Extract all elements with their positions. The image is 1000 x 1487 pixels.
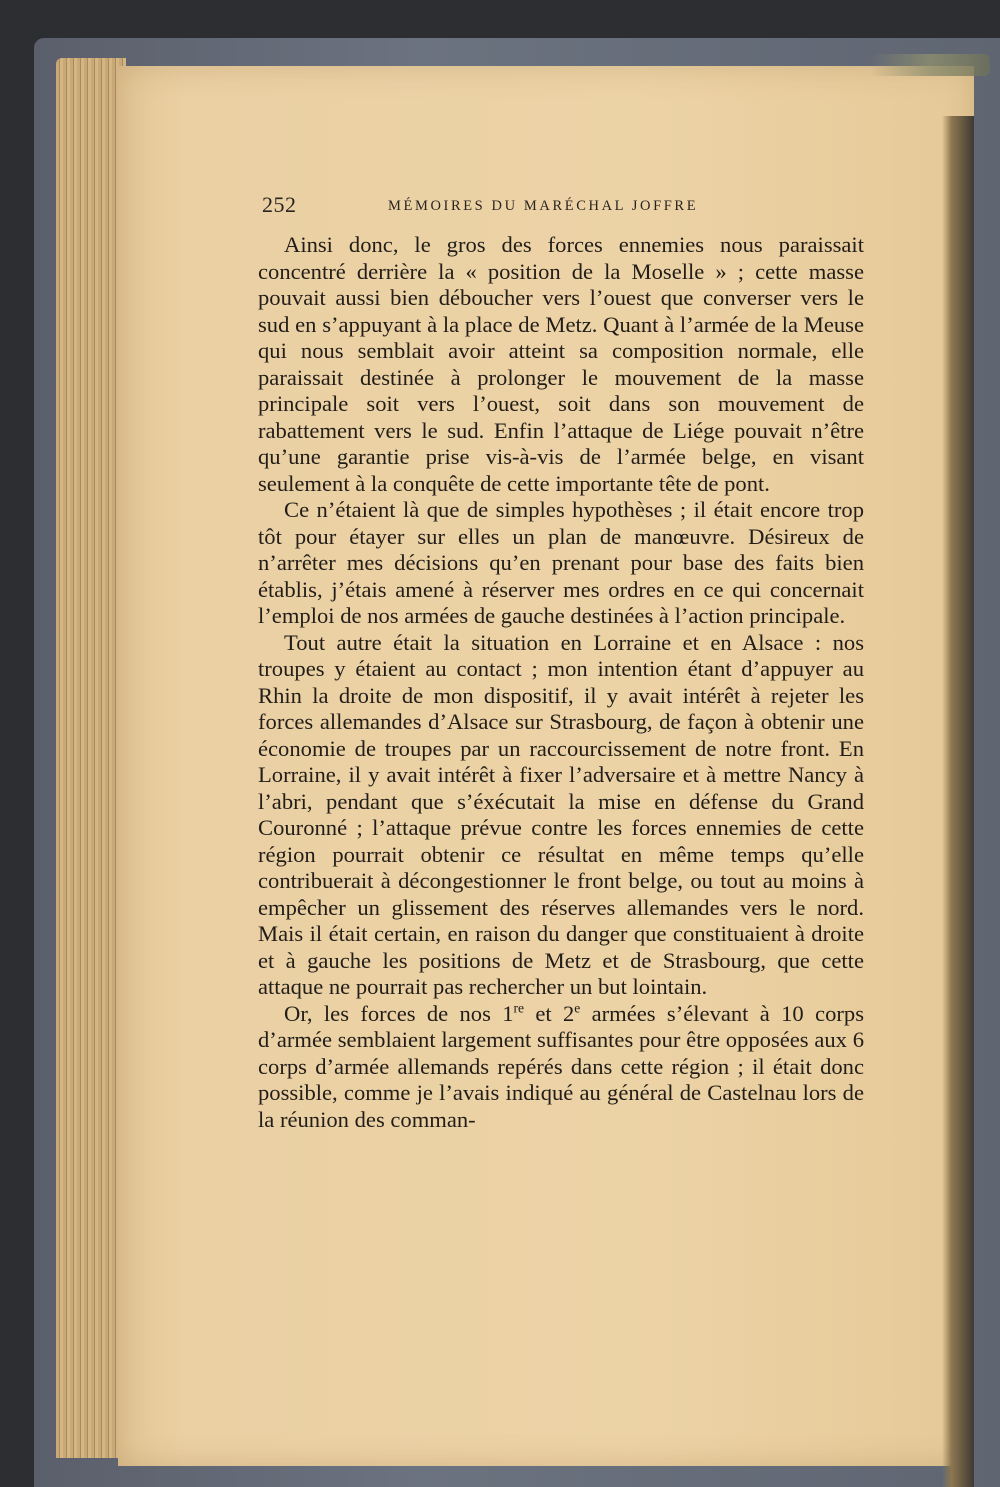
paragraph-4 — [258, 1001, 864, 1134]
superscript-e: e — [574, 999, 581, 1015]
body-text — [258, 232, 864, 1133]
page-edges — [56, 58, 126, 1458]
paragraph-4-part-1: Or, les forces de nos 1 — [284, 1000, 514, 1026]
paragraph-4-part-3: armées s’élevant à 10 corps d’armée semblaient largement suffisantes pour être opposées aux 6 corps d’armée allemands repérés dans cette région ; il était donc possible, comme je l’avais indiqué au général de Castelnau lors de la réunion des comman- — [258, 1000, 864, 1132]
running-title: MÉMOIRES DU MARÉCHAL JOFFRE — [388, 198, 699, 214]
superscript-re: re — [513, 999, 525, 1015]
binding-thread — [870, 54, 990, 76]
paragraph-4-part-2: et 2 — [524, 1000, 575, 1026]
paragraph-3: Tout autre était la situation en Lorraine et en Alsace : nos troupes y étaient au contact ; mon intention étant d’appuyer au Rhin la droite de mon dispositif, il y avait intérêt à rejeter les forces allemandes d’Alsace sur Strasbourg, de façon à obtenir une économie de troupes par un raccourcissement de notre front. En Lorraine, il y avait intérêt à fixer l’adversaire et à mettre Nancy à l’abri, pendant que s’éxécutait la mise en défense du Grand Couronné ; l’attaque prévue contre les forces ennemies de cette région pourrait obtenir ce résultat en même temps qu’elle contribuerait à décongestionner le front belge, ou tout au moins à empêcher un glissement des réserves allemandes vers le nord. Mais il était certain, en raison du danger que constituaient à droite et à gauche les positions de Metz et de Strasbourg, que cette attaque ne pourrait pas rechercher un but lointain. — [258, 629, 864, 999]
page-number: 252 — [262, 192, 297, 217]
paragraph-2: Ce n’étaient là que de simples hypothèses ; il était encore trop tôt pour étayer sur elles un plan de manœuvre. Désireux de n’arrêter mes décisions qu’en prenant pour base des faits bien établis, j’étais amené à réserver mes ordres en ce qui concernait l’emploi de nos armées de gauche destinées à l’action principale. — [258, 497, 864, 628]
spine-shadow — [942, 116, 974, 1487]
paragraph-1: Ainsi donc, le gros des forces ennemies nous paraissait concentré derrière la « position de la Moselle » ; cette masse pouvait aussi bien déboucher vers l’ouest que converser vers le sud en s’appuyant à la place de Metz. Quant à l’armée de la Meuse qui nous semblait avoir atteint sa composition normale, elle paraissait destinée à prolonger le mouvement de la masse principale soit vers l’ouest, soit dans son mouvement de rabattement vers le sud. Enfin l’attaque de Liége pouvait n’être qu’une garantie prise vis-à-vis de l’armée belge, en visant seulement à la conquête de cette importante tête de pont. — [258, 232, 864, 496]
page-header — [262, 192, 864, 224]
